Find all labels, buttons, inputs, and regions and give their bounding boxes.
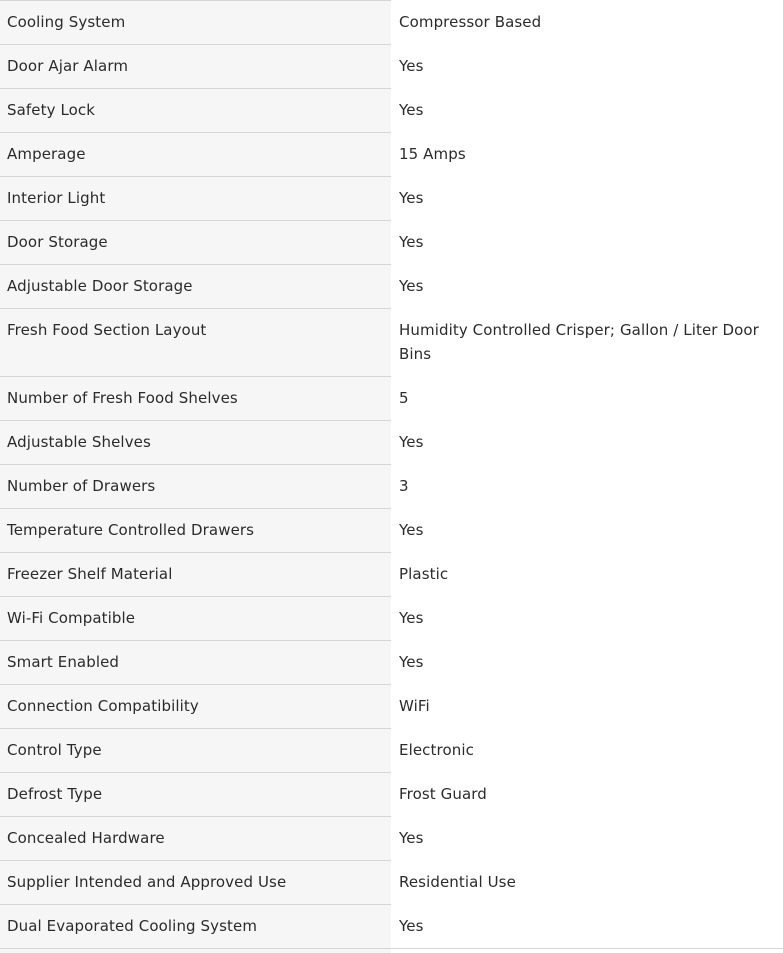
spec-row xyxy=(0,309,783,377)
spec-row xyxy=(0,817,783,861)
spec-row xyxy=(0,465,783,509)
spec-value: Yes xyxy=(391,419,783,464)
label-column-continuation xyxy=(0,949,391,953)
spec-value: Yes xyxy=(391,219,783,264)
spec-value: WiFi xyxy=(391,683,783,728)
spec-value: Yes xyxy=(391,43,783,88)
spec-label: Supplier Intended and Approved Use xyxy=(0,861,391,904)
spec-value: Frost Guard xyxy=(391,771,783,816)
spec-row xyxy=(0,553,783,597)
spec-label: Temperature Controlled Drawers xyxy=(0,509,391,552)
spec-label: Safety Lock xyxy=(0,89,391,132)
spec-row xyxy=(0,905,783,949)
spec-label: Adjustable Door Storage xyxy=(0,265,391,308)
spec-value: 3 xyxy=(391,463,783,508)
spec-value: 5 xyxy=(391,375,783,420)
spec-value: Yes xyxy=(391,815,783,860)
spec-value: Plastic xyxy=(391,551,783,596)
spec-value: Yes xyxy=(391,903,783,948)
spec-row xyxy=(0,509,783,553)
spec-row xyxy=(0,641,783,685)
spec-label: Connection Compatibility xyxy=(0,685,391,728)
spec-value: 15 Amps xyxy=(391,131,783,176)
spec-row xyxy=(0,421,783,465)
spec-value: Humidity Controlled Crisper; Gallon / Liter Door Bins xyxy=(391,307,783,376)
spec-label: Freezer Shelf Material xyxy=(0,553,391,596)
spec-row xyxy=(0,177,783,221)
spec-label: Wi-Fi Compatible xyxy=(0,597,391,640)
spec-row xyxy=(0,133,783,177)
spec-label: Door Ajar Alarm xyxy=(0,45,391,88)
spec-value: Residential Use xyxy=(391,859,783,904)
spec-label: Concealed Hardware xyxy=(0,817,391,860)
spec-label: Interior Light xyxy=(0,177,391,220)
spec-label: Dual Evaporated Cooling System xyxy=(0,905,391,948)
spec-label: Amperage xyxy=(0,133,391,176)
spec-value: Yes xyxy=(391,507,783,552)
spec-label: Number of Drawers xyxy=(0,465,391,508)
spec-value: Yes xyxy=(391,263,783,308)
spec-row xyxy=(0,89,783,133)
spec-label: Number of Fresh Food Shelves xyxy=(0,377,391,420)
spec-row xyxy=(0,597,783,641)
spec-row xyxy=(0,377,783,421)
spec-label: Door Storage xyxy=(0,221,391,264)
spec-row xyxy=(0,45,783,89)
spec-label: Adjustable Shelves xyxy=(0,421,391,464)
spec-label: Smart Enabled xyxy=(0,641,391,684)
spec-label: Fresh Food Section Layout xyxy=(0,309,391,376)
spec-row xyxy=(0,729,783,773)
spec-value: Yes xyxy=(391,639,783,684)
spec-row xyxy=(0,221,783,265)
spec-value: Yes xyxy=(391,87,783,132)
spec-value: Yes xyxy=(391,175,783,220)
spec-value: Yes xyxy=(391,595,783,640)
spec-row xyxy=(0,773,783,817)
spec-label: Control Type xyxy=(0,729,391,772)
value-column-continuation xyxy=(391,949,783,953)
spec-value: Electronic xyxy=(391,727,783,772)
spec-row xyxy=(0,1,783,45)
table-continuation xyxy=(0,949,783,953)
spec-label: Cooling System xyxy=(0,1,391,44)
spec-row xyxy=(0,861,783,905)
spec-row xyxy=(0,265,783,309)
spec-value: Compressor Based xyxy=(391,0,783,44)
spec-label: Defrost Type xyxy=(0,773,391,816)
spec-row xyxy=(0,685,783,729)
